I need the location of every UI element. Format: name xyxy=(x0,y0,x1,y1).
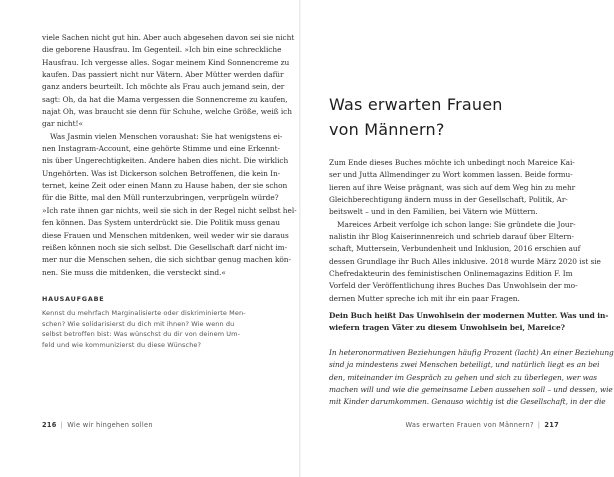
body-line: lieren auf ihre Weise prägnant, was sich auf dem Weg hin zu mehr xyxy=(329,182,576,192)
answer-line: sind ja mindestens zwei Menschen beteiligt, und natürlich liegt es an bei xyxy=(329,360,600,370)
body-line: Chefredakteurin des feministischen Onlinemagazins Edition F. Im xyxy=(329,269,573,279)
body-line: gar nicht!« xyxy=(42,119,83,129)
body-line: reißen können noch sie sich selbst. Die Gesellschaft darf nicht im- xyxy=(42,242,288,252)
body-line: »Ich rate ihnen gar nichts, weil sie sich in der Regel nicht selbst hel- xyxy=(42,205,297,215)
right-body-text xyxy=(329,157,601,305)
body-line: kaufen. Das passiert nicht nur Vätern. Aber Mütter werden dafür xyxy=(42,70,284,80)
answer-line: mit Kinder darumkommen. Genauso wichtig ist die Gesellschaft, in der die xyxy=(329,397,606,407)
body-line: diese Frauen und Menschen mitdenken, weil weder wir sie daraus xyxy=(42,230,289,240)
running-header: Wie wir hingehen sollen xyxy=(67,421,153,429)
body-line: Hausfrau. Ich vergesse alles. Sogar meinem Kind Sonnencreme zu xyxy=(42,57,290,67)
body-line: ser und Jutta Allmendinger zu Wort kommen lassen. Beide formu- xyxy=(329,170,573,180)
homework-text xyxy=(42,308,274,350)
left-page-footer xyxy=(42,421,153,429)
chapter-title-line: Was erwarten Frauen xyxy=(329,95,503,114)
body-line: dessen Grundlage ihr Buch Alles inklusive. 2018 wurde März 2020 ist sie xyxy=(329,256,601,266)
body-line: viele Sachen nicht gut hin. Aber auch abgesehen davon sei sie nicht xyxy=(42,33,295,42)
homework-line: schen? Wie solidarisierst du dich mit ihnen? Wie wenn du xyxy=(42,319,235,328)
body-line: schaft, Muttersein, Verbundenheit und Inklusion, 2016 erschien auf xyxy=(329,244,581,254)
body-line: Mareices Arbeit verfolge ich schon lange: Sie gründete die Jour- xyxy=(337,219,576,229)
question-line: Dein Buch heißt Das Unwohlsein der modernen Mutter. Was und in- xyxy=(329,311,609,320)
body-line: najat Oh, was braucht sie denn für Schuhe, welche Größe, weiß ich xyxy=(42,107,292,117)
homework-line: Kennst du mehrfach Marginalisierte oder diskriminierte Men- xyxy=(42,309,246,317)
body-line: Vorfeld der Veröffentlichung ihres Buches Das Unwohlsein der mo- xyxy=(329,281,578,291)
body-line: nen Instagram-Account, eine gehörte Stimme und eine Erkennt- xyxy=(42,144,281,154)
body-line: dernen Mutter spreche ich mit ihr ein paar Fragen. xyxy=(329,293,520,303)
answer-line: den, miteinander im Gespräch zu gehen und sich zu überlegen, wer was xyxy=(329,372,598,382)
body-line: Was Jasmin vielen Menschen voraushat: Sie hat wenigstens ei- xyxy=(50,131,283,141)
body-line: für die Bitte, mal den Müll runterzubringen, verprügeln würde? xyxy=(42,193,279,203)
body-line: Zum Ende dieses Buches möchte ich unbedingt noch Mareice Kai- xyxy=(329,158,575,167)
page-number: 217 xyxy=(544,421,559,429)
running-header: Was erwarten Frauen von Männern? xyxy=(405,421,534,429)
body-line: mer nur die Menschen sehen, die sich sichtbar genug machen kön- xyxy=(42,255,291,265)
body-line: nis über Ungerechtigkeiten. Andere haben dies nicht. Die wirklich xyxy=(42,156,289,166)
left-page xyxy=(0,0,300,477)
answer-line: In heteronormativen Beziehungen häufig Prozent (lacht) An einer Beziehung xyxy=(329,348,614,357)
interview-answer xyxy=(329,347,614,409)
homework-heading: HAUSAUFGABE xyxy=(42,295,105,303)
answer-line: machen will und wie die gemeinsame Leben aussehen soll – und dessen, wie xyxy=(329,385,613,395)
body-line: beitswelt – und in den Familien, bei Vätern wie Müttern. xyxy=(329,207,538,217)
body-line: Gleichberechtigung ändern muss in der Gesellschaft, Politik, Ar- xyxy=(329,195,568,205)
chapter-title-line: von Männern? xyxy=(329,120,445,139)
body-line: die geborene Hausfrau. Im Gegenteil. »Ich bin eine schreckliche xyxy=(42,45,282,55)
body-line: nalistin ihr Blog Kaiserinnenreich und schrieb darauf über Eltern- xyxy=(329,232,574,242)
body-line: Ungehörten. Was ist Dickerson solchen Betroffenen, die kein In- xyxy=(42,168,281,178)
body-line: fen können. Das System unterdrückt sie. Die Politik muss genau xyxy=(42,218,280,228)
homework-line: selbst betroffen bist: Was wünschst du dir von deinem Um- xyxy=(42,330,241,339)
body-line: ternet, keine Zeit oder einen Mann zu Hause haben, der sie schon xyxy=(42,181,288,191)
body-line: ganz anders beurteilt. Ich möchte als Frau auch jemand sein, der xyxy=(42,82,285,92)
homework-line: feld und wie kommunizierst du diese Wünsche? xyxy=(42,340,202,349)
page-number: 216 xyxy=(42,421,57,429)
chapter-title xyxy=(329,92,569,142)
question-line: wiefern tragen Väter zu diesem Unwohlsein bei, Mareice? xyxy=(329,323,565,333)
footer-separator: | xyxy=(537,421,541,429)
body-line: nen. Sie muss die mitdenken, die versteckt sind.« xyxy=(42,267,226,277)
interview-question xyxy=(329,310,609,335)
right-page-footer xyxy=(405,421,559,429)
body-line: sagt: Oh, da hat die Mama vergessen die Sonnencreme zu kaufen, xyxy=(42,94,288,104)
left-body-text xyxy=(42,32,297,279)
footer-separator: | xyxy=(60,421,64,429)
